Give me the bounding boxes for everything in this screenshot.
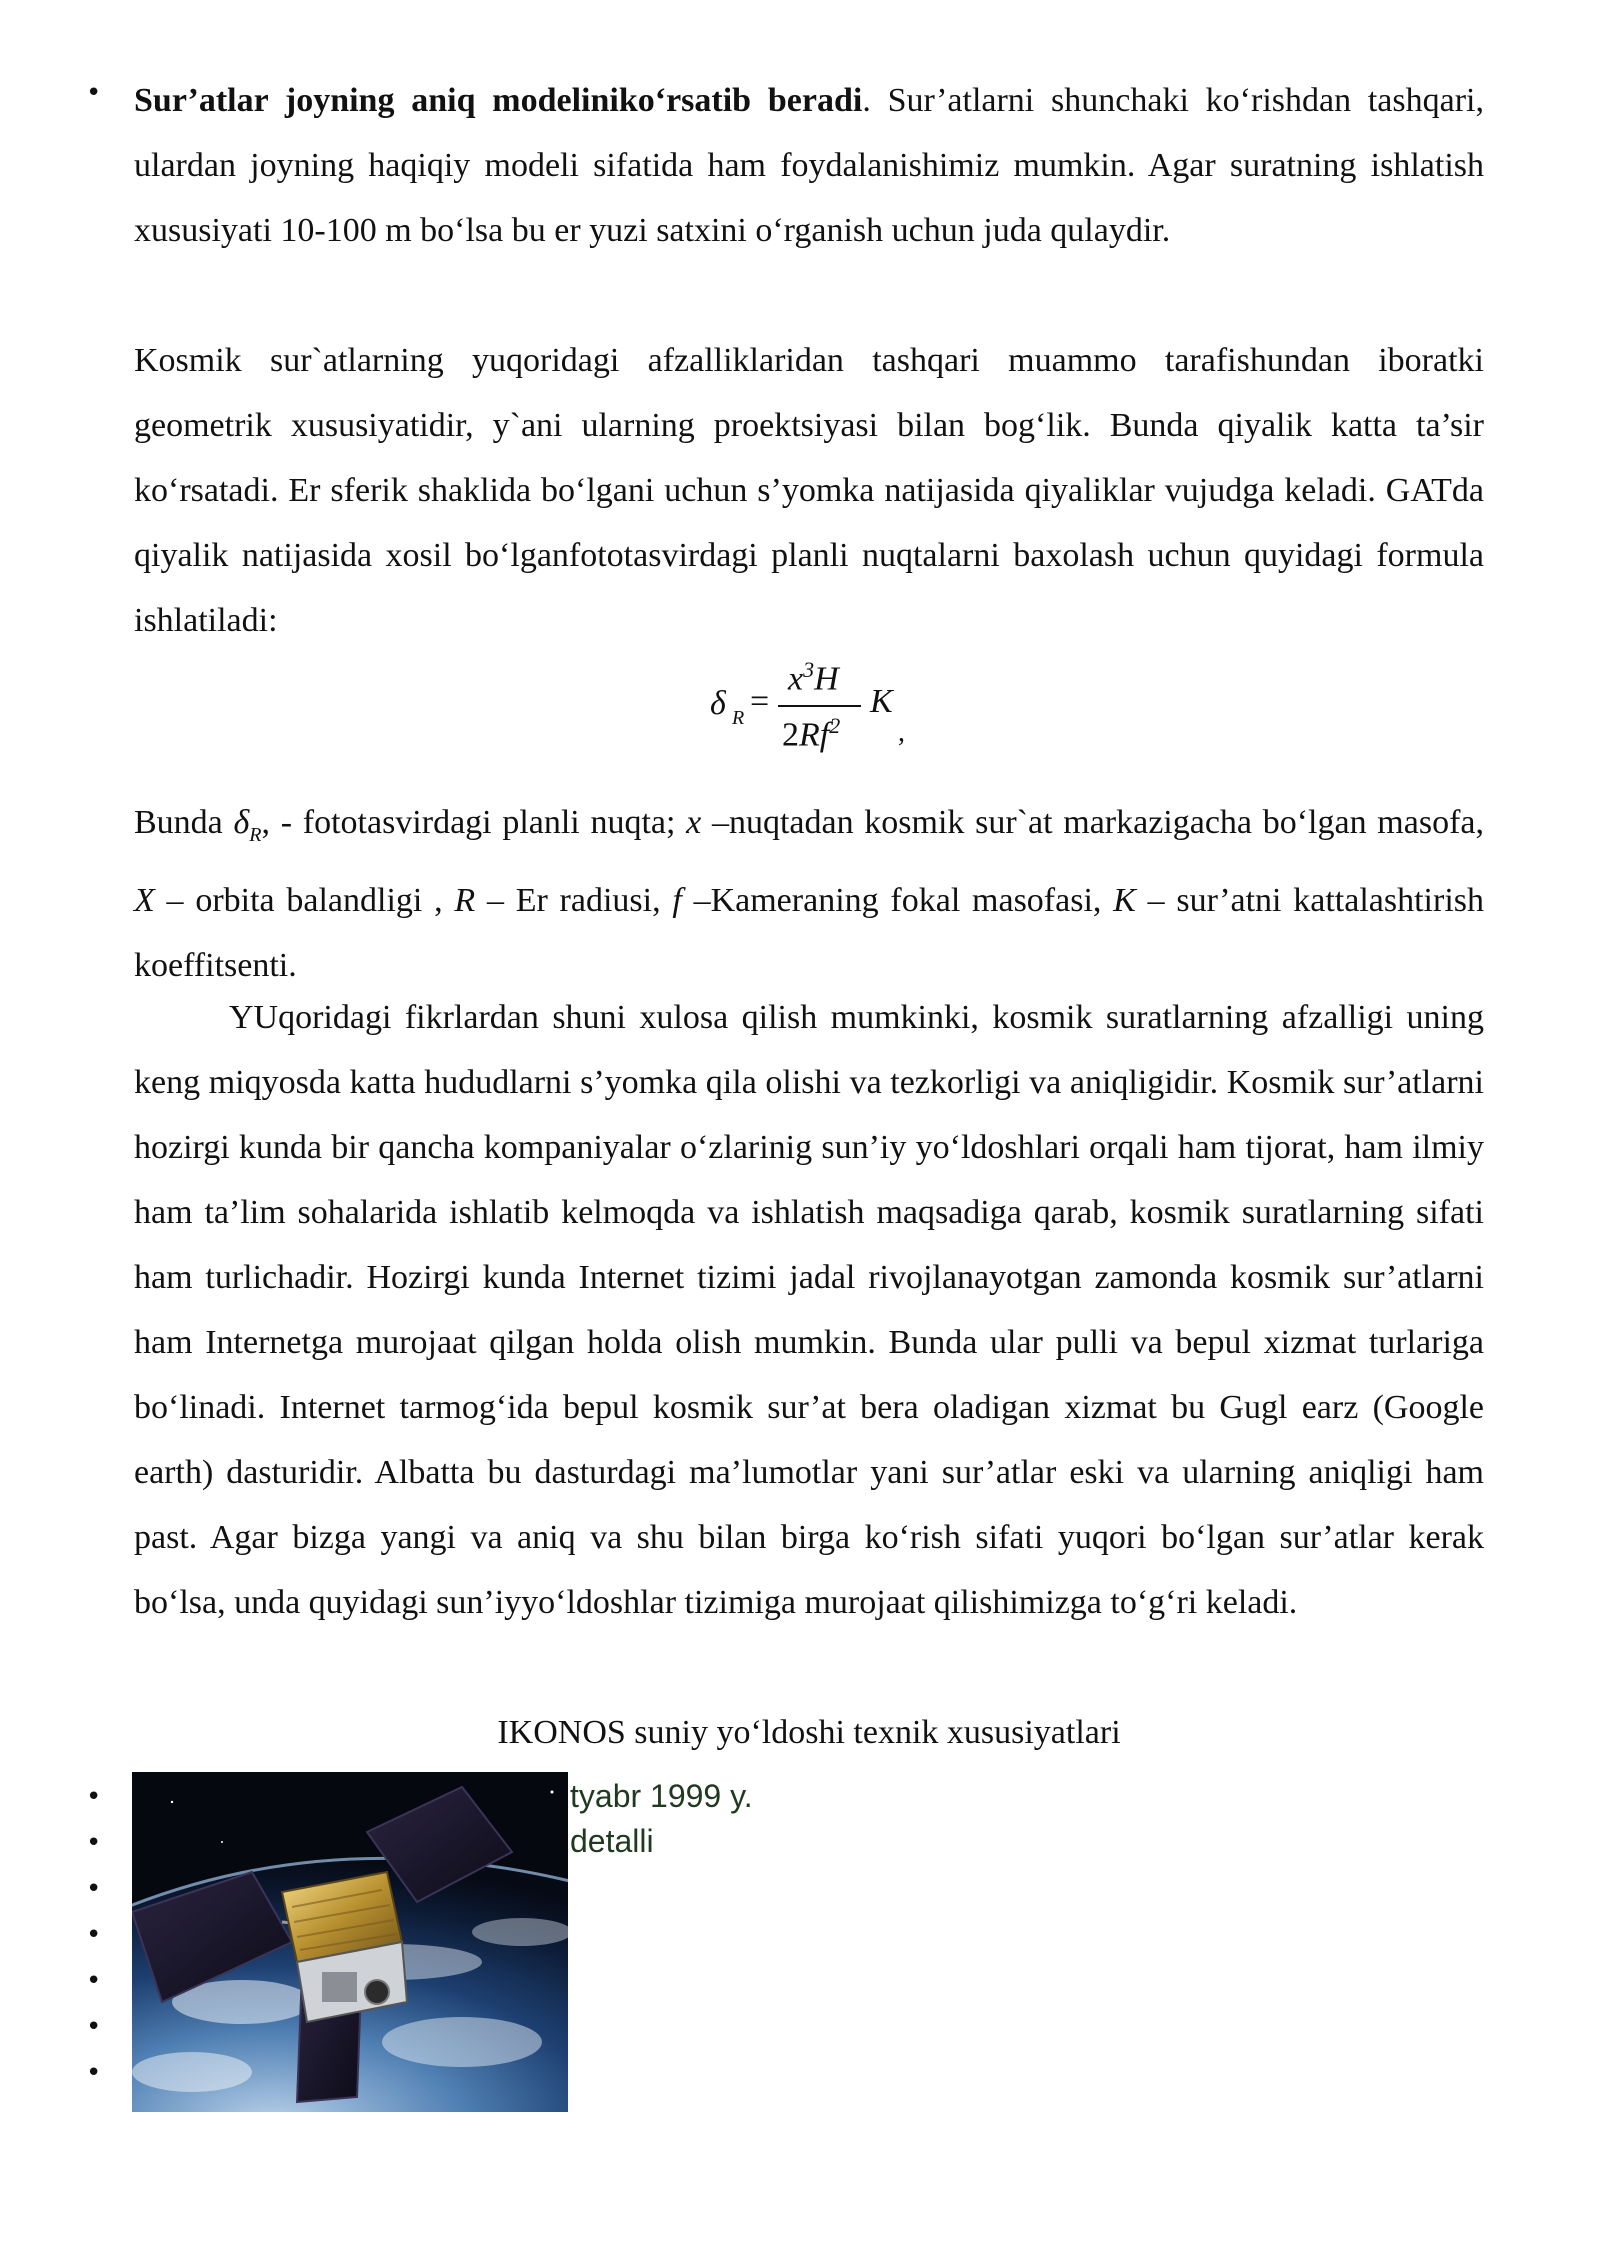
- list-fragment-launch-date: tyabr 1999 y.: [570, 1778, 753, 1814]
- formula-definitions: Bunda $\delta_R$, - fototasvirdagi planli nuqta; x –nuqtadan kosmik sur`at markazigacha bo‘lgan masofa, X – orbita balandligi , R – Er radiusi, f –Kameraning fokal masofasi, K – sur’atni kattalashtirish koeffitsenti.: [134, 804, 1484, 984]
- inline-delta-symbol: $\delta_R$: [233, 804, 262, 846]
- list-bullet-1: •: [86, 1782, 102, 1812]
- formula-fraction-line: [778, 705, 861, 707]
- formula-denominator: 2Rf$^2$: [782, 713, 841, 754]
- formula-delta: δ: [710, 685, 726, 722]
- list-bullet-4: •: [86, 1920, 102, 1950]
- list-bullet-2: •: [86, 1828, 102, 1858]
- list-bullet-6: •: [86, 2012, 102, 2042]
- list-bullet-5: •: [86, 1966, 102, 1996]
- list-bullet-7: •: [86, 2058, 102, 2088]
- paragraph-kosmik: Kosmik sur`atlarning yuqoridagi afzalliklaridan tashqari muammo tarafishundan iboratki geometrik xususiyatidir, y`ani ularning proektsiyasi bilan bog‘lik. Bunda qiyalik katta ta’sir ko‘rsatadi. Er sferik shaklida bo‘lgani uchun s’yomka natijasida qiyaliklar vujudga keladi. GATda qiyalik natijasida xosil bo‘lganfototasvirdagi planli nuqtalarni baxolash uchun quyidagi formula ishlatiladi:: [134, 342, 1484, 639]
- bullet-body: . Sur’atlarni shunchaki ko‘rishdan tashqari, ulardan joyning haqiqiy modeli sifatida ham foydalanishimiz mumkin. Agar suratning ishlatish xususiyati 10-100 m bo‘lsa bu er yuzi satxini o‘rganish uchun juda qulaydir.: [134, 82, 1484, 249]
- formula-subscript: R: [732, 707, 745, 729]
- ikonos-satellite-image: [132, 1772, 568, 2112]
- formula-numerator: $x^3H$: [788, 657, 839, 698]
- list-fragment-detail: detalli: [570, 1823, 654, 1859]
- bullet-paragraph: [134, 68, 1484, 263]
- formula-comma: ,: [898, 717, 905, 748]
- slope-formula: [700, 655, 940, 765]
- bullet-marker: •: [86, 78, 102, 108]
- list-bullet-3: •: [86, 1874, 102, 1904]
- formula-k: K: [870, 683, 893, 720]
- paragraph-conclusion: YUqoridagi fikrlardan shuni xulosa qilish mumkinki, kosmik suratlarning afzalligi uning keng miqyosda katta hududlarni s’yomka qila olishi va tezkorligi va aniqligidir. Kosmik sur’atlarni hozirgi kunda bir qancha kompaniyalar o‘zlarinig sun’iy yo‘ldoshlari orqali ham tijorat, ham ilmiy ham ta’lim sohalarida ishlatib kelmoqda va ishlatish maqsadiga qarab, kosmik suratlarning sifati ham turlichadir. Hozirgi kunda Internet tizimi jadal rivojlanayotgan zamonda kosmik sur’atlarni ham Internetga murojaat qilgan holda olish mumkin. Bunda ular pulli va bepul xizmat turlariga bo‘linadi. Internet tarmog‘ida bepul kosmik sur’at bera oladigan xizmat bu Gugl earz (Google earth) dasturidir. Albatta bu dasturdagi ma’lumotlar yani sur’atlar eski va ularning aniqligi ham past. Agar bizga yangi va aniq va shu bilan birga ko‘rish sifati yuqori bo‘lgan sur’atlar kerak bo‘lsa, unda quyidagi sun’iyyo‘ldoshlar tizimiga murojaat qilishimizga to‘g‘ri keladi.: [134, 999, 1484, 1621]
- ikonos-caption: IKONOS suniy yo‘ldoshi texnik xususiyatlari: [497, 1714, 1121, 1751]
- bullet-heading: Sur’atlar joyning aniq modeliniko‘rsatib beradi: [134, 82, 863, 119]
- formula-equals: =: [750, 683, 770, 720]
